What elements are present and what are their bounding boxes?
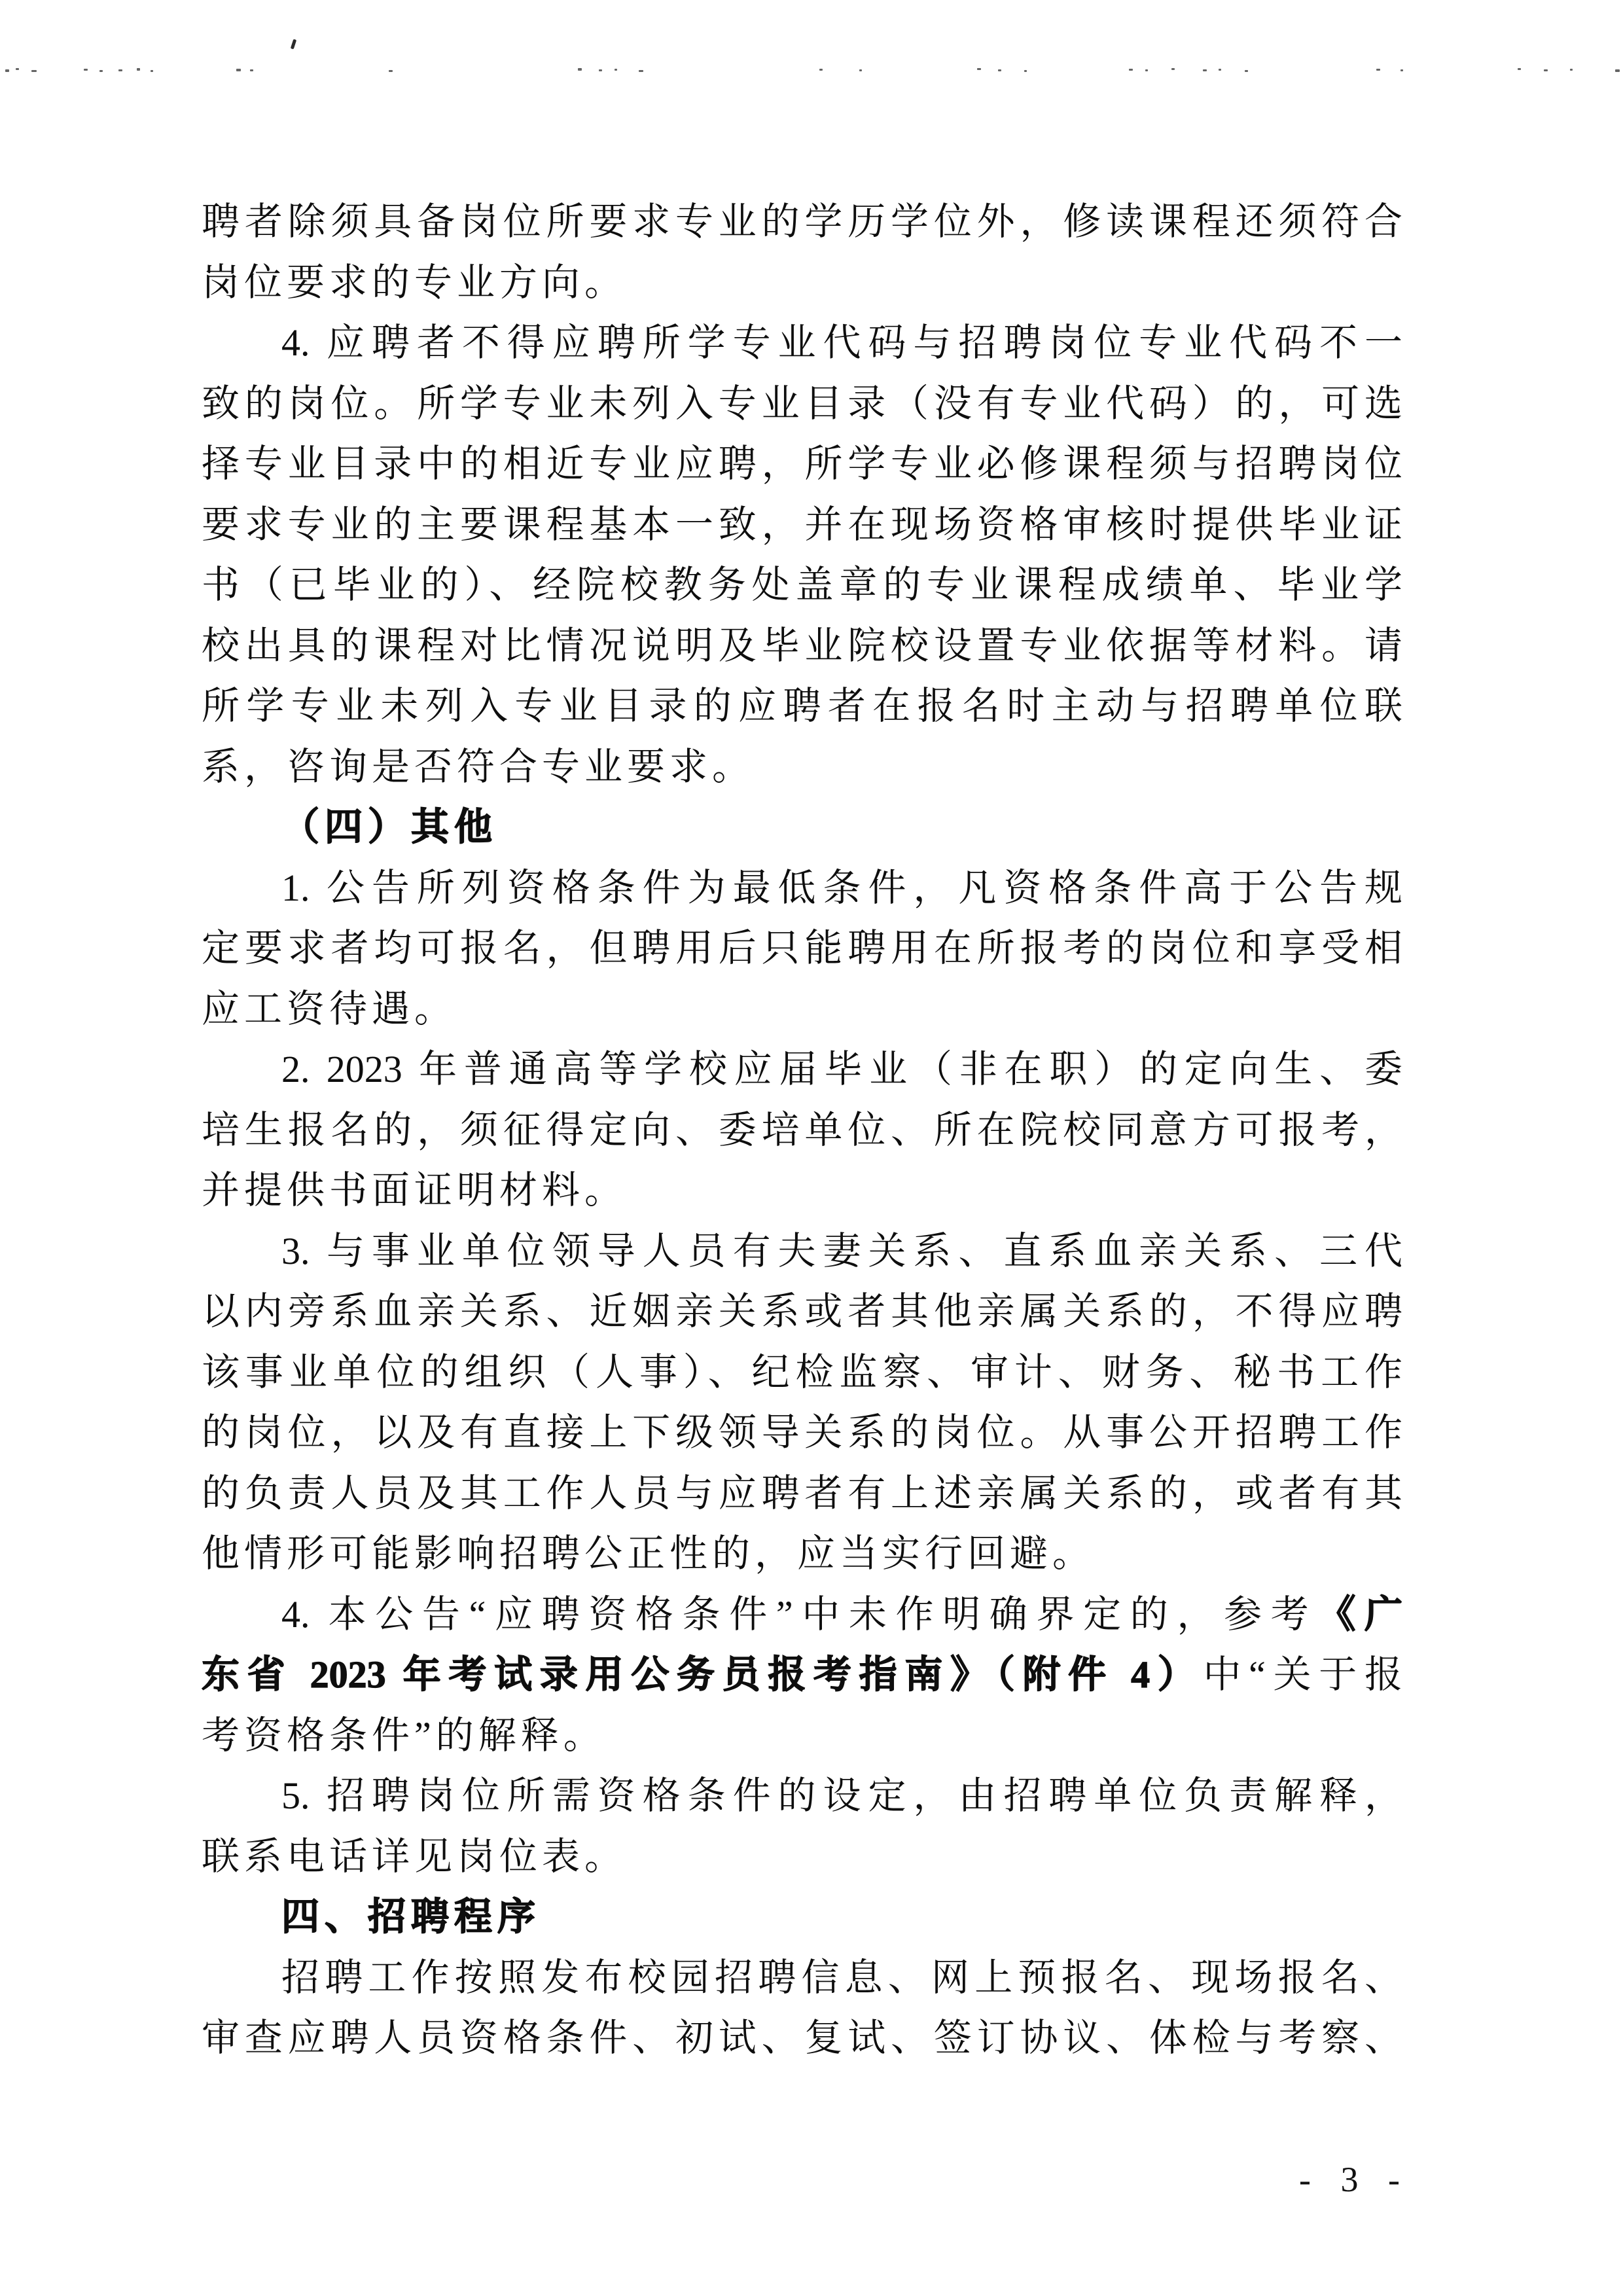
scan-speckle	[31, 70, 37, 72]
scan-speckle	[137, 68, 140, 71]
text-line: 书（已毕业的）、经院校教务处盖章的专业课程成绩单、毕业学	[202, 564, 1402, 606]
document-body	[202, 192, 1402, 2069]
scan-speckle	[1203, 69, 1207, 71]
scan-speckle	[1544, 69, 1548, 71]
text-line: 以内旁系血亲关系、近姻亲关系或者其他亲属关系的，不得应聘	[202, 1290, 1402, 1333]
scan-speckle	[250, 69, 253, 71]
text-line: 系，咨询是否符合专业要求。	[202, 745, 755, 788]
text-line: 校出具的课程对比情况说明及毕业院校设置专业依据等材料。请	[202, 624, 1402, 667]
scan-speckle	[5, 69, 9, 72]
text-line: 定要求者均可报名，但聘用后只能聘用在所报考的岗位和享受相	[202, 927, 1402, 969]
text-segment: 中“关于报	[1203, 1653, 1402, 1696]
scan-speckle	[615, 69, 617, 71]
text-line: 该事业单位的组织（人事）、纪检监察、审计、财务、秘书工作	[202, 1350, 1402, 1393]
scan-speckle	[1219, 69, 1221, 71]
text-line: 并提供书面证明材料。	[202, 1169, 628, 1211]
text-line: 岗位要求的专业方向。	[202, 260, 628, 304]
text-segment: 4. 本公告“应聘资格条件”中未作明确界定的，参考	[281, 1592, 1318, 1636]
scan-speckle	[1171, 68, 1175, 70]
text-line: 5. 招聘岗位所需资格条件的设定，由招聘单位负责解释，	[281, 1774, 1402, 1817]
scan-speckle	[99, 70, 103, 72]
scan-speckle	[998, 69, 1001, 71]
scan-speckle	[389, 70, 393, 72]
scan-speckle	[977, 68, 981, 70]
scan-speckle	[16, 68, 19, 70]
scan-speckle	[859, 69, 862, 71]
section-heading-other: （四）其他	[281, 806, 498, 848]
text-line: 4. 应聘者不得应聘所学专业代码与招聘岗位专业代码不一	[281, 321, 1402, 364]
text-line: 考资格条件”的解释。	[202, 1713, 606, 1757]
scan-speckle	[1518, 68, 1521, 70]
section-heading-procedure: 四、招聘程序	[281, 1895, 541, 1938]
scan-speckle	[151, 70, 153, 72]
scan-speckle	[1570, 69, 1573, 71]
text-line	[202, 1585, 1402, 1645]
text-line: 招聘工作按照发布校园招聘信息、网上预报名、现场报名、	[281, 1956, 1402, 1999]
scan-speckle	[578, 68, 582, 71]
scan-speckle	[236, 69, 241, 71]
text-line: 培生报名的，须征得定向、委培单位、所在院校同意方可报考，	[202, 1108, 1402, 1151]
scan-stray-mark	[291, 39, 296, 50]
text-line: 要求专业的主要课程基本一致，并在现场资格审核时提供毕业证	[202, 503, 1402, 546]
scan-speckle	[1376, 69, 1380, 71]
scan-speckle	[599, 69, 602, 71]
text-line: 联系电话详见岗位表。	[202, 1835, 628, 1878]
text-line: 聘者除须具备岗位所要求专业的学历学位外，修读课程还须符合	[202, 200, 1402, 243]
page-number: - 3 -	[1299, 2160, 1410, 2199]
scan-speckle	[118, 69, 122, 71]
scan-speckle	[1245, 70, 1248, 72]
text-line	[202, 1645, 1402, 1706]
scan-speckle	[1145, 69, 1148, 71]
scan-speckle	[639, 70, 643, 72]
text-line: 所学专业未列入专业目录的应聘者在报名时主动与招聘单位联	[202, 685, 1402, 727]
scan-speckle	[1129, 69, 1133, 71]
text-line: 的岗位，以及有直接上下级领导关系的岗位。从事公开招聘工作	[202, 1411, 1402, 1454]
text-segment-bold: 东省 2023 年考试录用公务员报考指南》（附件 4）	[202, 1653, 1204, 1696]
text-segment-bold: 《广	[1317, 1592, 1402, 1636]
text-line: 1. 公告所列资格条件为最低条件，凡资格条件高于公告规	[281, 866, 1402, 909]
text-line: 他情形可能影响招聘公正性的，应当实行回避。	[202, 1532, 1096, 1575]
text-line: 应工资待遇。	[202, 987, 457, 1030]
scan-speckle	[1024, 70, 1027, 72]
text-line: 致的岗位。所学专业未列入专业目录（没有专业代码）的，可选	[202, 382, 1402, 425]
text-line: 择专业目录中的相近专业应聘，所学专业必修课程须与招聘岗位	[202, 442, 1402, 485]
text-line: 审查应聘人员资格条件、初试、复试、签订协议、体检与考察、	[202, 2017, 1402, 2059]
text-line: 3. 与事业单位领导人员有夫妻关系、直系血亲关系、三代	[281, 1229, 1402, 1272]
scan-speckle	[84, 69, 88, 71]
scan-speckle	[819, 69, 823, 71]
scan-speckle	[1615, 69, 1620, 72]
scan-speckle	[1400, 69, 1403, 71]
text-line: 的负责人员及其工作人员与应聘者有上述亲属关系的，或者有其	[202, 1471, 1402, 1515]
text-line: 2. 2023 年普通高等学校应届毕业（非在职）的定向生、委	[281, 1048, 1402, 1090]
